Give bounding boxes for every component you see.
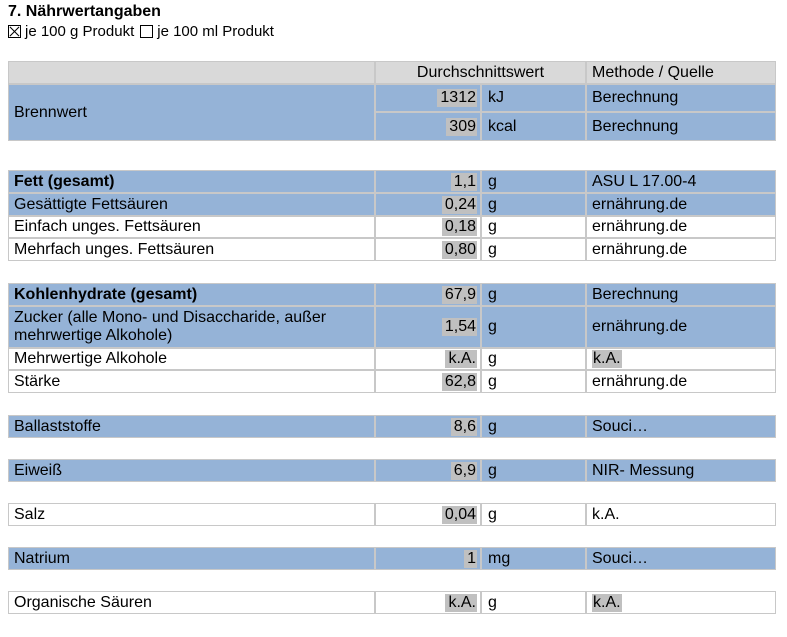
row-12-label: Salz xyxy=(14,505,46,523)
row-6-unit: g xyxy=(488,285,497,303)
row-7-unit-cell xyxy=(481,306,586,348)
row-8-value: k.A. xyxy=(445,350,477,368)
per-100ml-label: je 100 ml Produkt xyxy=(157,23,274,40)
row-6-source: Berechnung xyxy=(592,285,679,303)
row-8-value-cell xyxy=(375,348,481,370)
row-6-label: Kohlenhydrate (gesamt) xyxy=(14,285,198,303)
row-13-value-cell xyxy=(375,547,481,570)
row-5-unit-cell xyxy=(481,238,586,261)
row-2-label-cell xyxy=(8,170,375,193)
row-14-value-cell xyxy=(375,591,481,614)
per-100ml-checkbox[interactable] xyxy=(140,25,153,38)
row-12-value-cell xyxy=(375,503,481,526)
row-13-source: Souci… xyxy=(592,549,649,567)
section-title: 7. Nährwertangaben xyxy=(8,3,161,20)
row-10-value: 8,6 xyxy=(451,418,477,436)
row-8-unit: g xyxy=(488,350,497,367)
row-13-label-cell xyxy=(8,547,375,570)
row-3-source: ernährung.de xyxy=(592,195,688,213)
row-4-value: 0,18 xyxy=(442,218,477,236)
row-3-value: 0,24 xyxy=(442,196,477,214)
row-13-value: 1 xyxy=(464,550,477,568)
row-9-unit: g xyxy=(488,372,497,390)
row-2-label: Fett (gesamt) xyxy=(14,172,115,190)
row-5-source-cell xyxy=(586,238,776,261)
row-11-source: NIR- Messung xyxy=(592,461,695,479)
row-10-label: Ballaststoffe xyxy=(14,417,101,435)
row-2-value-cell xyxy=(375,170,481,193)
row-0-source-cell xyxy=(586,84,776,112)
brennwert-label-cell xyxy=(8,84,375,141)
row-12-source: k.A. xyxy=(592,505,620,523)
row-7-value-cell xyxy=(375,306,481,348)
row-11-label-cell xyxy=(8,459,375,482)
row-8-source: k.A. xyxy=(593,350,621,367)
row-0-value: 1312 xyxy=(437,89,477,107)
row-7-source: ernährung.de xyxy=(592,318,688,335)
row-8-label-cell xyxy=(8,348,375,370)
row-2-value: 1,1 xyxy=(451,173,477,191)
row-10-unit: g xyxy=(488,417,497,435)
header-empty-cell xyxy=(8,61,375,84)
row-1-source: Berechnung xyxy=(592,117,679,135)
row-1-unit-cell xyxy=(481,112,586,141)
row-4-label-cell xyxy=(8,216,375,238)
row-9-source-cell xyxy=(586,370,776,393)
header-source-cell xyxy=(586,61,776,84)
row-12-label-cell xyxy=(8,503,375,526)
row-0-value-cell xyxy=(375,84,481,112)
row-10-unit-cell xyxy=(481,415,586,438)
row-6-source-cell xyxy=(586,283,776,306)
row-6-value-cell xyxy=(375,283,481,306)
row-7-value: 1,54 xyxy=(442,318,477,336)
row-13-unit-cell xyxy=(481,547,586,570)
row-2-source: ASU L 17.00-4 xyxy=(592,172,697,190)
row-2-unit: g xyxy=(488,172,497,190)
row-4-label: Einfach unges. Fettsäuren xyxy=(14,218,201,235)
row-7-label-cell xyxy=(8,306,375,348)
row-5-label: Mehrfach unges. Fettsäuren xyxy=(14,240,215,258)
row-6-label-cell xyxy=(8,283,375,306)
row-2-source-cell xyxy=(586,170,776,193)
row-10-label-cell xyxy=(8,415,375,438)
row-6-unit-cell xyxy=(481,283,586,306)
row-14-source: k.A. xyxy=(593,593,621,611)
row-14-value: k.A. xyxy=(445,594,477,612)
row-5-unit: g xyxy=(488,240,497,258)
row-13-source-cell xyxy=(586,547,776,570)
header-average-cell xyxy=(375,61,586,84)
row-14-unit-cell xyxy=(481,591,586,614)
row-3-unit: g xyxy=(488,195,497,213)
row-3-unit-cell xyxy=(481,193,586,216)
row-14-label: Organische Säuren xyxy=(14,593,152,611)
row-7-label: Zucker (alle Mono- und Disaccharide, außer mehrwertige Alkohole) xyxy=(14,309,327,344)
row-3-source-cell xyxy=(586,193,776,216)
row-12-source-cell xyxy=(586,503,776,526)
row-9-label-cell xyxy=(8,370,375,393)
row-11-unit: g xyxy=(488,461,497,479)
row-4-source-cell xyxy=(586,216,776,238)
header-source-label: Methode / Quelle xyxy=(592,63,714,81)
row-9-label: Stärke xyxy=(14,372,61,390)
row-1-source-cell xyxy=(586,112,776,141)
row-1-unit: kcal xyxy=(488,117,517,135)
row-12-unit: g xyxy=(488,505,497,523)
row-14-label-cell xyxy=(8,591,375,614)
row-10-source-cell xyxy=(586,415,776,438)
row-4-source: ernährung.de xyxy=(592,218,688,235)
row-0-unit-cell xyxy=(481,84,586,112)
row-9-unit-cell xyxy=(481,370,586,393)
row-3-value-cell xyxy=(375,193,481,216)
row-10-value-cell xyxy=(375,415,481,438)
row-9-value: 62,8 xyxy=(442,373,477,391)
row-5-value-cell xyxy=(375,238,481,261)
unit-basis-options xyxy=(8,23,280,40)
row-4-unit-cell xyxy=(481,216,586,238)
header-average-label: Durchschnittswert xyxy=(416,63,545,81)
row-11-label: Eiweiß xyxy=(14,461,63,479)
row-9-value-cell xyxy=(375,370,481,393)
row-14-unit: g xyxy=(488,593,497,611)
row-4-value-cell xyxy=(375,216,481,238)
row-3-label-cell xyxy=(8,193,375,216)
row-5-label-cell xyxy=(8,238,375,261)
row-9-source: ernährung.de xyxy=(592,372,688,390)
row-7-source-cell xyxy=(586,306,776,348)
brennwert-label: Brennwert xyxy=(14,103,87,121)
row-11-value-cell xyxy=(375,459,481,482)
row-8-unit-cell xyxy=(481,348,586,370)
row-8-label: Mehrwertige Alkohole xyxy=(14,350,167,367)
row-1-value: 309 xyxy=(446,118,477,136)
row-13-label: Natrium xyxy=(14,549,71,567)
row-7-unit: g xyxy=(488,318,497,335)
row-5-source: ernährung.de xyxy=(592,240,688,258)
row-0-source: Berechnung xyxy=(592,89,679,106)
row-0-unit: kJ xyxy=(488,89,504,106)
row-10-source: Souci… xyxy=(592,417,649,435)
row-12-value: 0,04 xyxy=(442,506,477,524)
row-6-value: 67,9 xyxy=(442,286,477,304)
row-4-unit: g xyxy=(488,218,497,235)
row-11-source-cell xyxy=(586,459,776,482)
row-14-source-cell xyxy=(586,591,776,614)
row-13-unit: mg xyxy=(488,549,511,567)
row-1-value-cell xyxy=(375,112,481,141)
row-3-label: Gesättigte Fettsäuren xyxy=(14,195,168,213)
row-11-value: 6,9 xyxy=(451,462,477,480)
row-12-unit-cell xyxy=(481,503,586,526)
row-5-value: 0,80 xyxy=(442,241,477,259)
row-11-unit-cell xyxy=(481,459,586,482)
per-100g-checkbox[interactable] xyxy=(8,25,21,38)
per-100g-label: je 100 g Produkt xyxy=(25,23,135,40)
row-2-unit-cell xyxy=(481,170,586,193)
row-8-source-cell xyxy=(586,348,776,370)
